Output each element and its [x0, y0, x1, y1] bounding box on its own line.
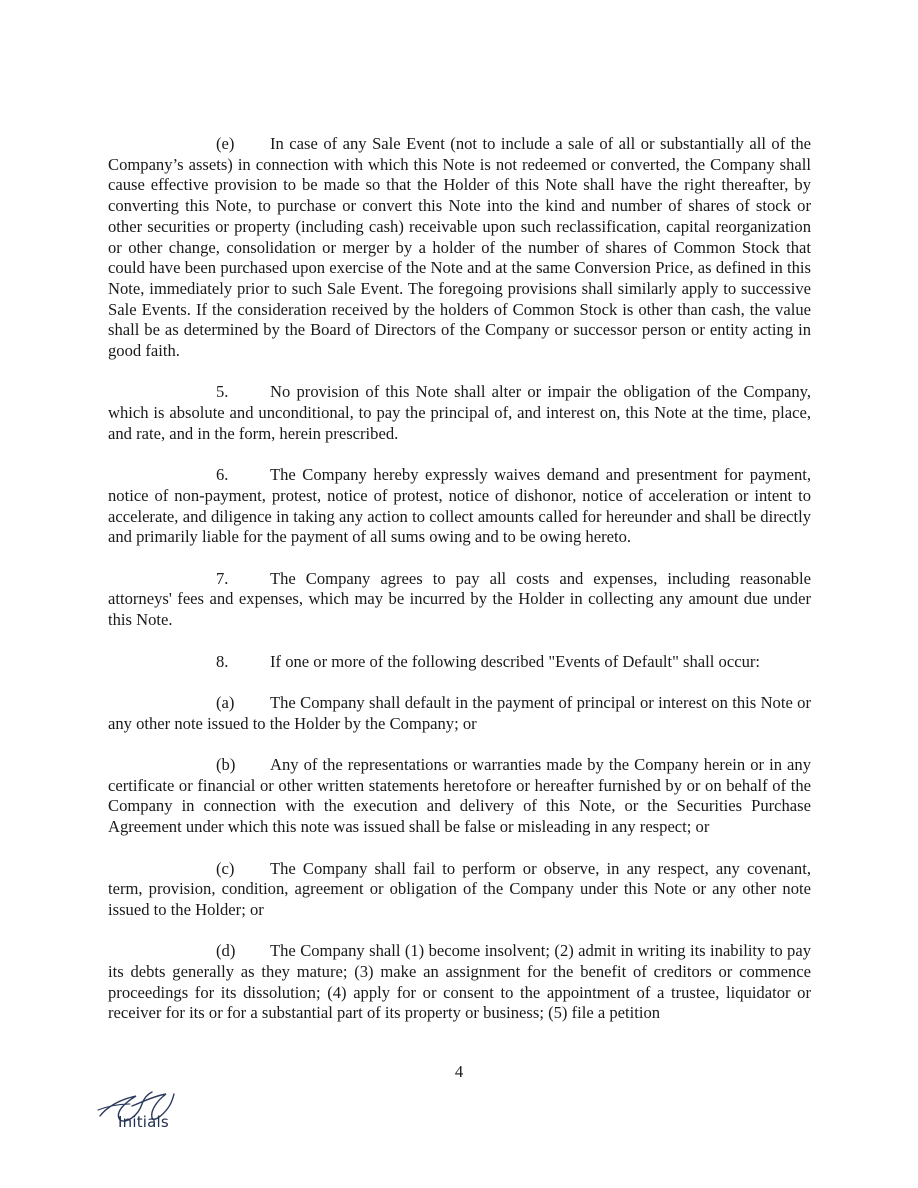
paragraph-text: If one or more of the following described "Events of Default" shall occur: [270, 651, 761, 671]
paragraph-text: The Company shall fail to perform or observe, in any respect, any covenant, term, provision, condition, agreement or obligation of the Company under this Note or any other note issued to the Holder; or [108, 858, 811, 919]
paragraph-text: The Company agrees to pay all costs and expenses, including reasonable attorneys' fees and expenses, which may be incurred by the Holder in collecting any amount due under this Note. [108, 568, 811, 630]
page-number: 4 [454, 1062, 464, 1081]
paragraph-marker: 6. [216, 465, 229, 485]
paragraph-marker: (e) [216, 134, 235, 153]
paragraph-marker: (c) [216, 858, 235, 878]
initials-block [96, 1086, 186, 1136]
paragraph-e-sale-event [108, 134, 811, 362]
paragraph-c-covenants [108, 859, 811, 921]
paragraph-text: No provision of this Note shall alter or impair the obligation of the Company, which is absolute and unconditional, to pay the principal of, and interest on, this Note at the time, place, and rate, and in the form, herein prescribed. [108, 382, 811, 443]
paragraph-marker: 8. [216, 651, 229, 671]
paragraph-text: The Company shall default in the payment of principal or interest on this Note or any other note issued to the Holder by the Company; or [108, 692, 811, 733]
document-body [108, 134, 811, 1045]
paragraph-7-costs [108, 569, 811, 631]
paragraph-marker: 7. [216, 568, 229, 588]
paragraph-marker: (a) [216, 692, 235, 712]
paragraph-marker: 5. [216, 382, 229, 402]
paragraph-text: In case of any Sale Event (not to include a sale of all or substantially all of the Company’s assets) in connection with which this Note is not redeemed or converted, the Company shall cause effective provision to be made so that the Holder of this Note shall have the right thereafter, by converting this Note, to purchase or convert this Note into the kind and number of shares of stock or other securities or property (including cash) receivable upon such reclassification, capital reorganization or other change, consolidation or merger by a holder of the number of shares of Common Stock that could have been purchased upon exercise of the Note and at the same Conversion Price, as defined in this Note, immediately prior to such Sale Event. The foregoing provisions shall similarly apply to successive Sale Events. If the consideration received by the holders of Common Stock is other than cash, the value shall be as determined by the Board of Directors of the Company or successor person or entity acting in good faith. [108, 134, 811, 361]
paragraph-marker: (b) [216, 755, 236, 774]
paragraph-6-waiver [108, 465, 811, 548]
paragraph-b-representations [108, 755, 811, 838]
paragraph-5-obligation [108, 382, 811, 444]
initials-label: Initials [118, 1113, 169, 1131]
paragraph-text: The Company shall (1) become insolvent; (2) admit in writing its inability to pay its debts generally as they mature; (3) make an assignment for the benefit of creditors or commence proceedings for its dissolution; (4) apply for or consent to the appointment of a trustee, liquidator or receiver for its or for a substantial part of its property or business; (5) file a petition [108, 941, 811, 1023]
paragraph-a-payment-default [108, 693, 811, 734]
paragraph-8-events-of-default [108, 652, 811, 673]
paragraph-text: The Company hereby expressly waives demand and presentment for payment, notice of non-payment, protest, notice of protest, notice of dishonor, notice of acceleration or intent to accelerate, and diligence in taking any action to collect amounts called for hereunder and shall be directly and primarily liable for the payment of all sums owing and to be owing hereto. [108, 465, 811, 547]
paragraph-text: Any of the representations or warranties made by the Company herein or in any certificate or financial or other written statements heretofore or hereafter furnished by or on behalf of the Company in connection with the execution and delivery of this Note, or the Securities Purchase Agreement under which this note was issued shall be false or misleading in any respect; or [108, 755, 811, 837]
paragraph-marker: (d) [216, 941, 236, 961]
paragraph-d-insolvency [108, 941, 811, 1024]
